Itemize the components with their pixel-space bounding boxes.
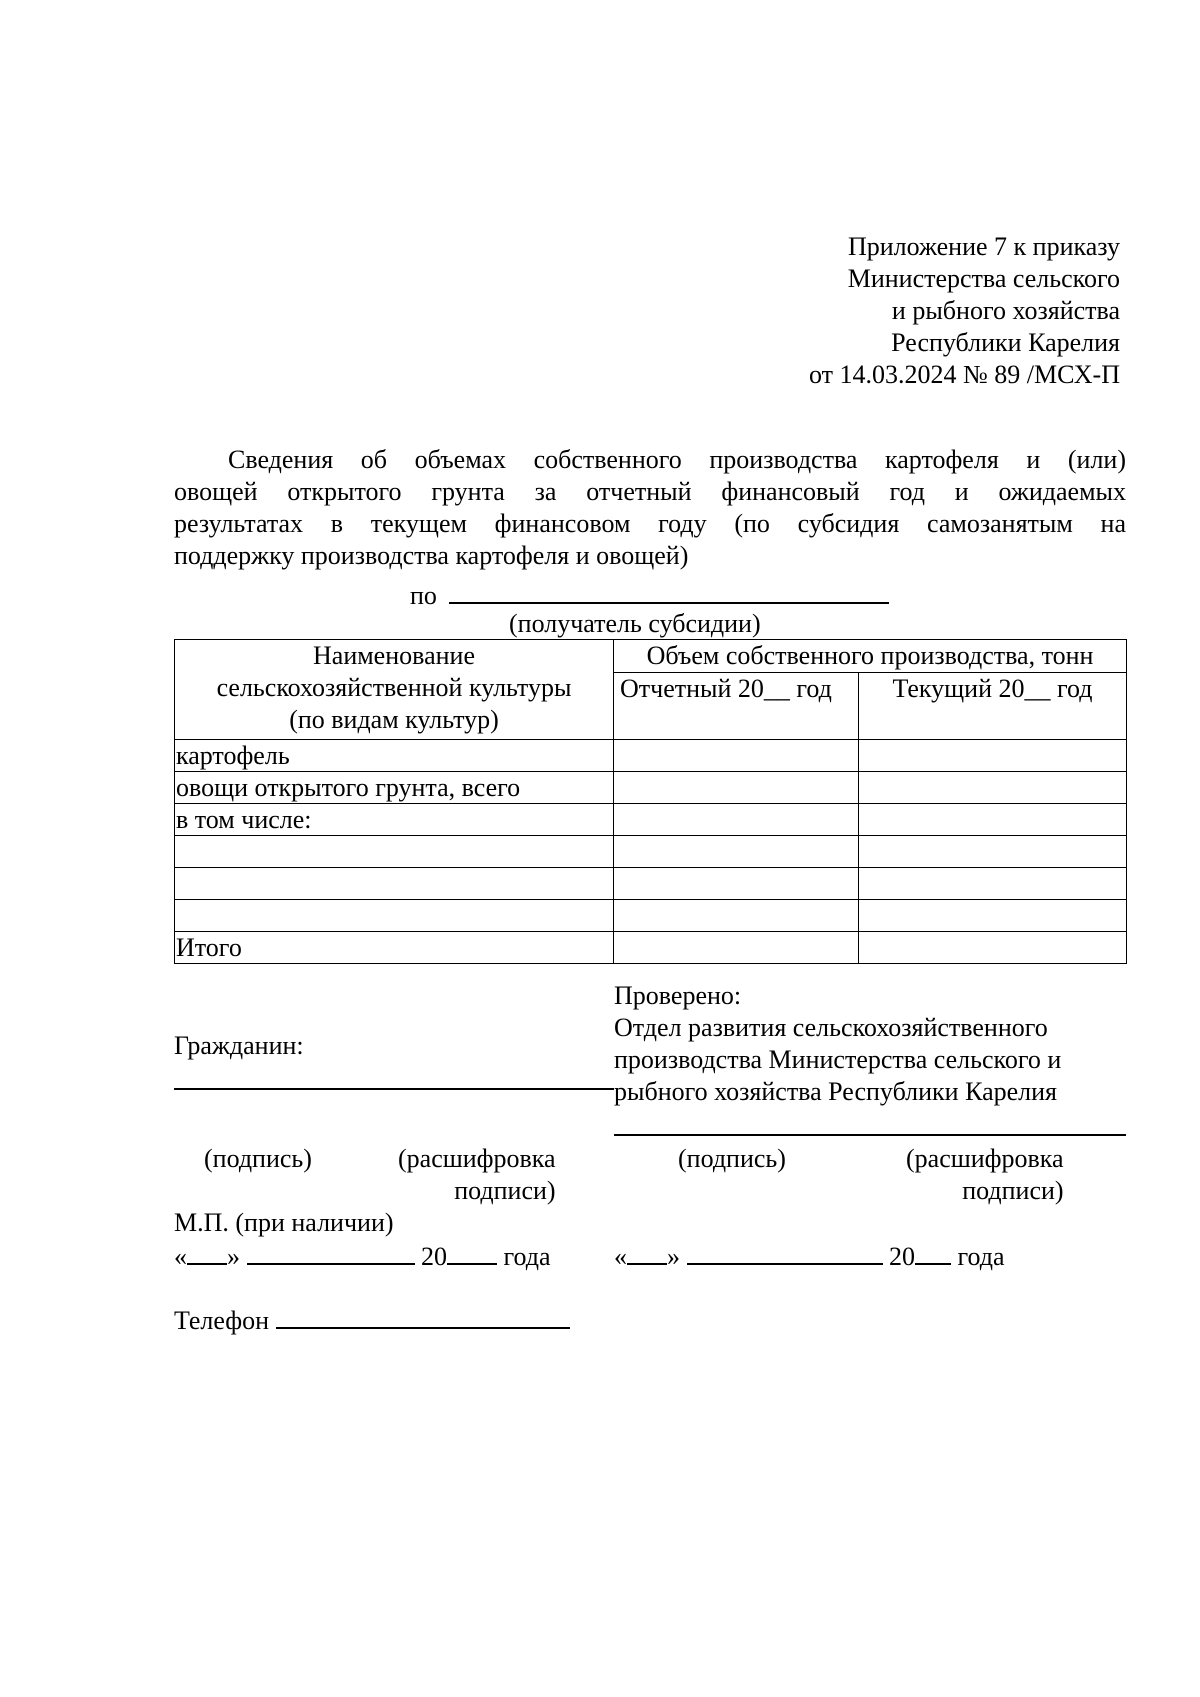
recipient-line: [410, 576, 889, 612]
citizen-date-line: « » 20 года: [174, 1239, 551, 1273]
current-value-cell[interactable]: [859, 868, 1127, 900]
table-row: [175, 900, 1127, 932]
reported-value-cell[interactable]: [614, 740, 859, 772]
seal-label: М.П. (при наличии): [174, 1208, 394, 1237]
phone-line: [174, 1303, 570, 1337]
day-blank[interactable]: [187, 1239, 227, 1265]
table-row: [175, 932, 1127, 964]
table-row: [175, 804, 1127, 836]
document-title: [174, 444, 1126, 572]
production-table: [174, 639, 1127, 964]
phone-label: Телефон: [174, 1306, 270, 1335]
reported-year-header: Отчетный 20__ год: [614, 672, 859, 739]
appendix-line: Приложение 7 к приказу: [847, 232, 1120, 261]
department-line-1: Отдел развития сельскохозяйственного: [614, 1013, 1048, 1042]
department-line-3: рыбного хозяйства Республики Карелия: [614, 1077, 1058, 1106]
department-signature-caption: (подпись): [678, 1144, 786, 1173]
citizen-decode-caption: (расшифровка подписи): [398, 1144, 556, 1205]
ministry-line-2: и рыбного хозяйства: [891, 296, 1120, 325]
order-date-number: от 14.03.2024 № 89 /МСХ-П: [808, 360, 1120, 389]
ministry-line-1: Министерства сельского: [847, 264, 1120, 293]
crop-name-cell: в том числе:: [175, 804, 614, 836]
current-value-cell[interactable]: [859, 900, 1127, 932]
current-value-cell[interactable]: [859, 772, 1127, 804]
crop-name-cell[interactable]: [175, 868, 614, 900]
crop-name-cell: Итого: [175, 932, 614, 964]
reported-value-cell[interactable]: [614, 932, 859, 964]
current-value-cell[interactable]: [859, 836, 1127, 868]
order-reference-block: [809, 231, 1120, 391]
table-row: [175, 836, 1127, 868]
table-row: [175, 772, 1127, 804]
reported-value-cell[interactable]: [614, 868, 859, 900]
crop-name-cell[interactable]: [175, 900, 614, 932]
year-blank[interactable]: [447, 1239, 497, 1265]
department-date-line: « » 20 года: [614, 1239, 1005, 1273]
po-label: по: [410, 581, 437, 610]
year-blank[interactable]: [915, 1239, 951, 1265]
department-signature-line[interactable]: [614, 1134, 1126, 1136]
table-row: [175, 868, 1127, 900]
table-row: [175, 740, 1127, 772]
reported-value-cell[interactable]: [614, 804, 859, 836]
recipient-blank[interactable]: [449, 576, 889, 604]
crop-name-header: Наименование сельскохозяйственной культуры (по видам культур): [175, 640, 614, 740]
title-line-1: Сведения об объемах собственного производства картофеля и (или): [228, 445, 1126, 474]
title-line-3: результатах в текущем финансовом году (по субсидия самозанятым на: [174, 509, 1126, 538]
department-decode-caption: (расшифровка подписи): [906, 1144, 1064, 1205]
current-year-header: Текущий 20__ год: [859, 672, 1127, 739]
month-blank[interactable]: [247, 1239, 415, 1265]
current-value-cell[interactable]: [859, 804, 1127, 836]
reported-value-cell[interactable]: [614, 772, 859, 804]
department-line-2: производства Министерства сельского и: [614, 1045, 1062, 1074]
department-block: [614, 1012, 1061, 1108]
reported-value-cell[interactable]: [614, 836, 859, 868]
title-line-4: поддержку производства картофеля и овощей): [174, 541, 689, 570]
current-value-cell[interactable]: [859, 740, 1127, 772]
current-value-cell[interactable]: [859, 932, 1127, 964]
crop-name-cell: овощи открытого грунта, всего: [175, 772, 614, 804]
checked-label: Проверено:: [614, 981, 742, 1010]
crop-name-cell: картофель: [175, 740, 614, 772]
day-blank[interactable]: [627, 1239, 667, 1265]
republic-line: Республики Карелия: [891, 328, 1120, 357]
citizen-label: Гражданин:: [174, 1031, 304, 1060]
phone-blank[interactable]: [276, 1303, 570, 1329]
citizen-signature-caption: (подпись): [204, 1144, 312, 1173]
crop-name-cell[interactable]: [175, 836, 614, 868]
volume-header: Объем собственного производства, тонн: [614, 640, 1127, 673]
month-blank[interactable]: [687, 1239, 883, 1265]
citizen-signature-line[interactable]: [174, 1088, 614, 1090]
reported-value-cell[interactable]: [614, 900, 859, 932]
recipient-caption: (получатель субсидии): [509, 609, 761, 638]
title-line-2: овощей открытого грунта за отчетный финансовый год и ожидаемых: [174, 477, 1126, 506]
